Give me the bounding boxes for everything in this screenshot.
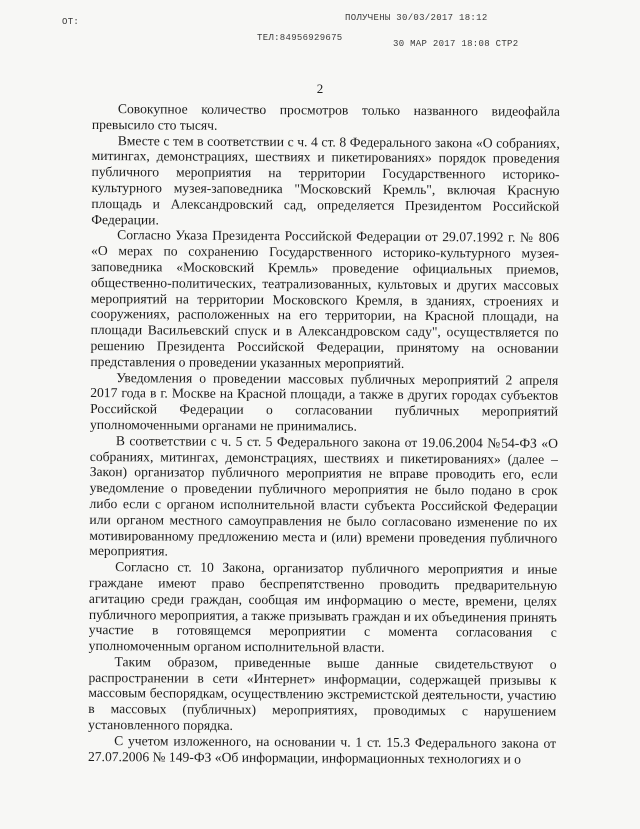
paragraph: Согласно ст. 10 Закона, организатор публичного мероприятия и иные граждане имеют право беспрепятственно проводить предварительную агитацию среди граждан, сообщая им информацию о месте, времени, целях публичного мероприятия, а также призывать граждан и их объединения принять участие в готовящемся мероприятии с момента согласования с уполномоченным органом исполнительной власти. <box>88 559 558 655</box>
paragraph: Согласно Указа Президента Российской Федерации от 29.07.1992 г. № 806 «О мерах по сохранению Государственного историко-культурного музея-заповедника «Московский Кремль» проведение официальных приемов, общественно-политических, театрализованных, культовых и других массовых мероприятий на территории Московского Кремля, в зданиях, строениях и сооружениях, расположенных на его территории, на Красной площади, на площади Васильевский спуск и в Александровском саду", осуществляется по решению Президента Российской Федерации, принятому на основании представления о проведении указанных мероприятий. <box>90 227 560 371</box>
paragraph: В соответствии с ч. 5 ст. 5 Федерального закона от 19.06.2004 №54-ФЗ «О собраниях, митингах, демонстрациях, шествиях и пикетированиях» (далее – Закон) организатор публичного мероприятия не вправе проводить его, если уведомление о проведении публичного мероприятия не было подано в срок либо если с органом исполнительной власти субъекта Российской Федерации или органом местного самоуправления не было согласовано изменение по их мотивированному предложению места и (или) времени проведения публичного мероприятия. <box>89 432 558 559</box>
fax-from-label: ОТ: <box>62 17 80 27</box>
fax-received-stamp: ПОЛУЧЕНЫ 30/03/2017 18:12 <box>345 13 488 23</box>
paragraph: Уведомления о проведении массовых публичных мероприятий 2 апреля 2017 года в г. Москве на Красной площади, а также в других городах субъектов Российской Федерации о согласовании публичных мероприятий уполномоченными органами не принимались. <box>89 369 559 434</box>
page-number: 2 <box>316 81 324 96</box>
paragraph: Таким образом, приведенные выше данные свидетельствуют о распространении в сети «Интернет» информации, содержащей призывы к массовым беспорядкам, осуществлению экстремистской деятельности, участию в массовых (публичных) мероприятиях, проводимых с нарушением установленного порядка. <box>88 654 557 733</box>
paragraph: С учетом изложенного, на основании ч. 1 ст. 15.3 Федерального закона от 27.07.2006 № 149-ФЗ «Об информации, информационных технологиях и о <box>87 733 557 767</box>
paragraph: Совокупное количество просмотров только названного видеофайла превысило сто тысяч. <box>91 101 560 133</box>
paragraph: Вместе с тем в соответствии с ч. 4 ст. 8 Федерального закона «О собраниях, митингах, демонстрациях, шествиях и пикетированиях» порядок проведения публичного мероприятия на территории Государственного историко-культурного музея-заповедника "Московский Кремль", включая Красную площадь и Александровский сад, определяется Президентом Российской Федерации. <box>91 132 560 227</box>
fax-phone-number: ТЕЛ:84956929675 <box>257 33 343 43</box>
fax-page-stamp: 30 МАР 2017 18:08 СТР2 <box>393 39 519 49</box>
document-body <box>88 101 560 767</box>
